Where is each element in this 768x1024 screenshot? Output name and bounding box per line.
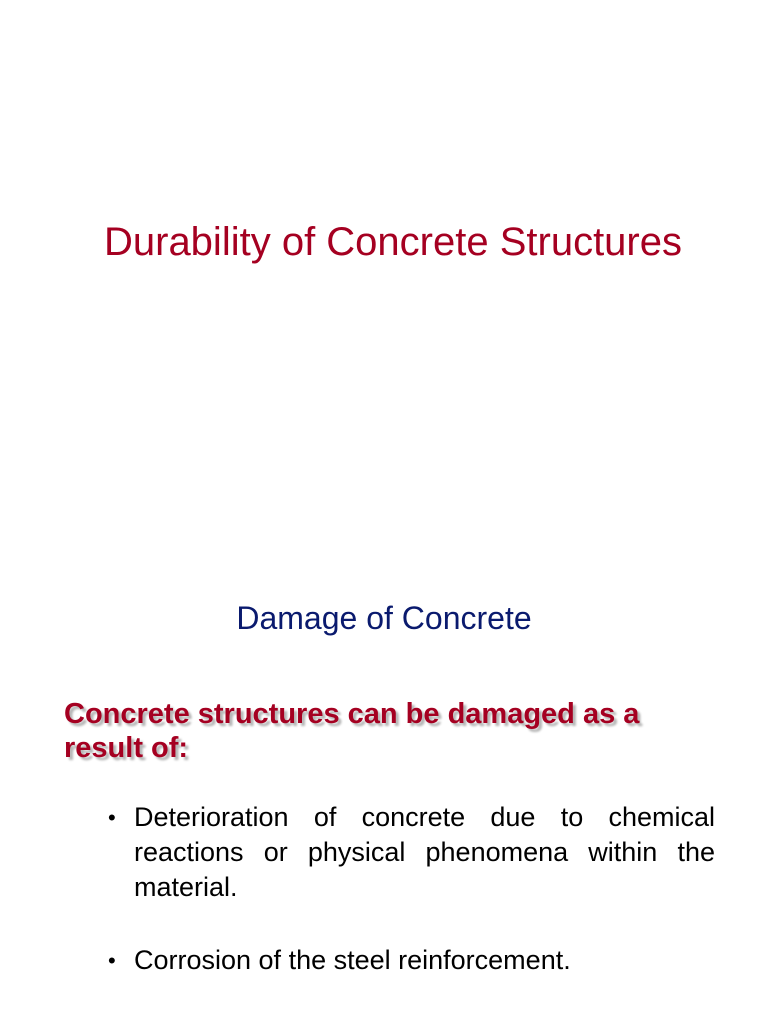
section-subtitle: Damage of Concrete <box>236 600 532 636</box>
bullet-list <box>108 800 715 978</box>
bullet-icon: • <box>108 805 116 830</box>
page-title: Durability of Concrete Structures <box>103 220 682 264</box>
intro-statement: Concrete structures can be damaged as a result of: <box>64 698 640 764</box>
bullet-item-deterioration <box>108 800 715 905</box>
bullet-icon: • <box>108 948 116 973</box>
bullet-text: Deterioration of concrete due to chemical reactions or physical phenomena within the material. <box>134 802 715 902</box>
bullet-item-corrosion <box>108 943 715 978</box>
bullet-text: Corrosion of the steel reinforcement. <box>134 945 571 975</box>
